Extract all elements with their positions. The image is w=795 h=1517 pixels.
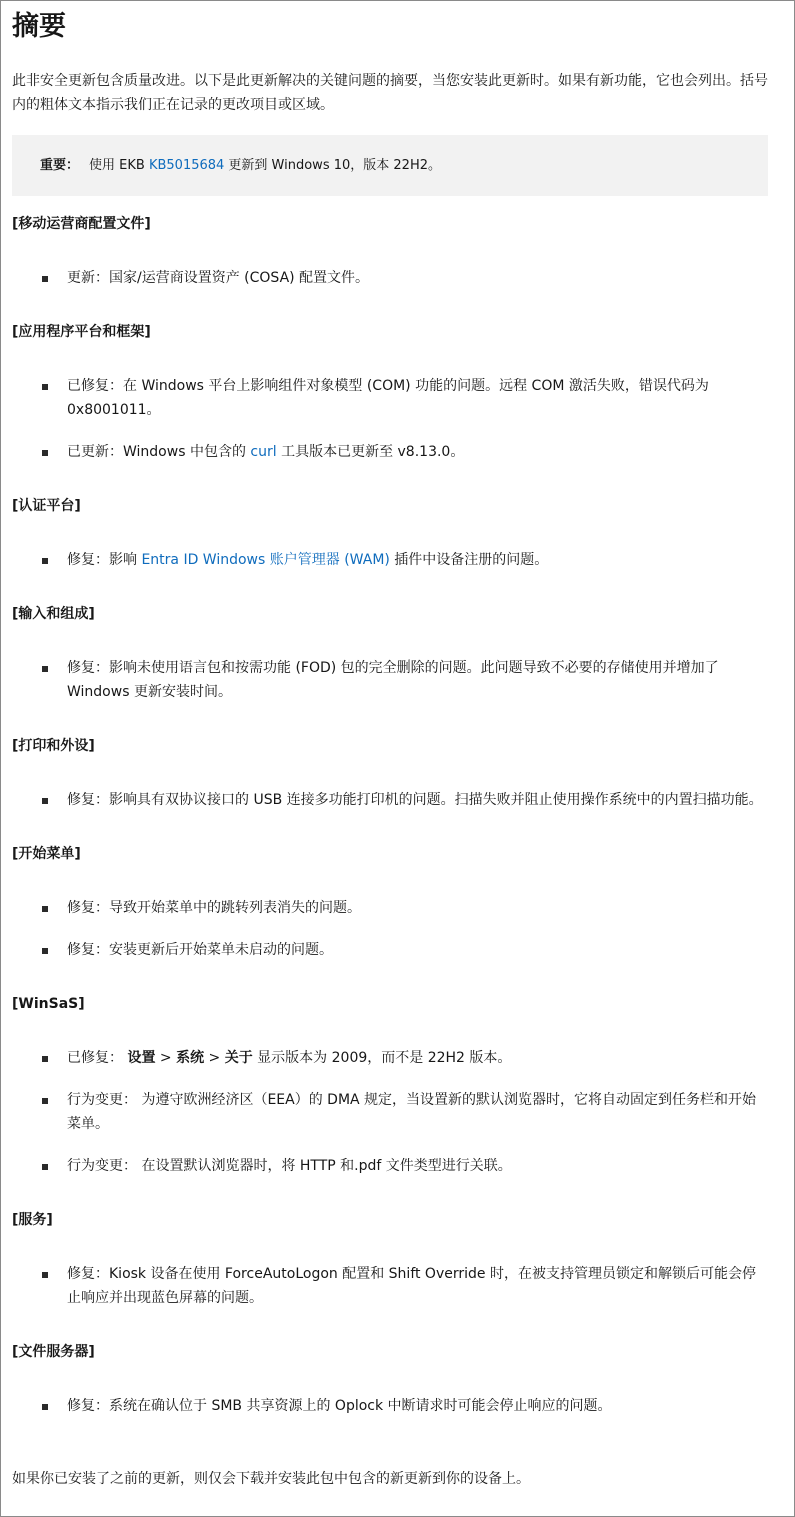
bullet-icon xyxy=(42,906,48,912)
list-item: 修复：安装更新后开始菜单未启动的问题。 xyxy=(12,938,767,962)
page-title: 摘要 xyxy=(12,11,66,42)
section-title: [认证平台] xyxy=(12,498,81,514)
list-item: 已修复： 设置 > 系统 > 关于 显示版本为 2009，而不是 22H2 版本。 xyxy=(12,1046,767,1070)
bullet-icon xyxy=(42,798,48,804)
wam-link[interactable]: Entra ID Windows 账户管理器 (WAM) xyxy=(141,552,390,568)
bullet-icon xyxy=(42,1404,48,1410)
section-servicing xyxy=(12,1208,783,1310)
section-file-server xyxy=(12,1340,783,1418)
section-start-menu xyxy=(12,842,783,962)
section-title: [WinSaS] xyxy=(12,996,85,1012)
section-printing xyxy=(12,734,783,812)
section-input xyxy=(12,602,783,704)
section-title: [打印和外设] xyxy=(12,738,95,754)
intro-paragraph: 此非安全更新包含质量改进。以下是此更新解决的关键问题的摘要，当您安装此更新时。如果有新功能，它也会列出。括号内的粗体文本指示我们正在记录的更改项目或区域。 xyxy=(12,73,768,113)
list-item: 修复：影响未使用语言包和按需功能 (FOD) 包的完全删除的问题。此问题导致不必要的存储使用并增加了 Windows 更新安装时间。 xyxy=(12,656,767,704)
section-title: [服务] xyxy=(12,1212,53,1228)
list-item: 修复：影响具有双协议接口的 USB 连接多功能打印机的问题。扫描失败并阻止使用操作系统中的内置扫描功能。 xyxy=(12,788,767,812)
bullet-icon xyxy=(42,1164,48,1170)
section-title: [应用程序平台和框架] xyxy=(12,324,151,340)
list-item: 修复：Kiosk 设备在使用 ForceAutoLogon 配置和 Shift Override 时，在被支持管理员锁定和解锁后可能会停止响应并出现蓝色屏幕的问题。 xyxy=(12,1262,767,1310)
list-item: 更新：国家/运营商设置资产 (COSA) 配置文件。 xyxy=(12,266,767,290)
closing-paragraph: 如果你已安装了之前的更新，则仅会下载并安装此包中包含的新更新到你的设备上。 xyxy=(12,1471,530,1487)
bullet-icon xyxy=(42,276,48,282)
list-item: 修复：导致开始菜单中的跳转列表消失的问题。 xyxy=(12,896,767,920)
bullet-icon xyxy=(42,384,48,390)
list-item: 修复：影响 Entra ID Windows 账户管理器 (WAM) 插件中设备注册的问题。 xyxy=(12,548,767,572)
section-winsas xyxy=(12,992,783,1178)
list-item: 行为变更： 在设置默认浏览器时，将 HTTP 和.pdf 文件类型进行关联。 xyxy=(12,1154,767,1178)
note-label: 重要： xyxy=(40,158,80,173)
section-app-platform xyxy=(12,320,783,464)
bullet-icon xyxy=(42,948,48,954)
bullet-icon xyxy=(42,450,48,456)
section-title: [输入和组成] xyxy=(12,606,95,622)
section-title: [文件服务器] xyxy=(12,1344,95,1360)
bullet-icon xyxy=(42,666,48,672)
bullet-icon xyxy=(42,1056,48,1062)
kb-link[interactable]: KB5015684 xyxy=(148,158,225,173)
curl-link[interactable]: curl xyxy=(250,444,277,460)
section-auth-platform xyxy=(12,494,783,572)
bullet-icon xyxy=(42,1098,48,1104)
list-item: 修复：系统在确认位于 SMB 共享资源上的 Oplock 中断请求时可能会停止响应的问题。 xyxy=(12,1394,767,1418)
list-item: 已更新：Windows 中包含的 curl 工具版本已更新至 v8.13.0。 xyxy=(12,440,767,464)
note-text-after: 更新到 Windows 10，版本 22H2。 xyxy=(224,158,441,173)
bullet-icon xyxy=(42,1272,48,1278)
section-mobile-operator xyxy=(12,212,783,290)
list-item: 已修复：在 Windows 平台上影响组件对象模型 (COM) 功能的问题。远程 COM 激活失败，错误代码为 0x8001011。 xyxy=(12,374,767,422)
bullet-icon xyxy=(42,558,48,564)
section-title: [移动运营商配置文件] xyxy=(12,216,151,232)
important-note xyxy=(12,135,768,196)
section-title: [开始菜单] xyxy=(12,846,81,862)
note-text-before: 使用 EKB xyxy=(89,158,149,173)
list-item: 行为变更： 为遵守欧洲经济区（EEA）的 DMA 规定，当设置新的默认浏览器时，它将自动固定到任务栏和开始菜单。 xyxy=(12,1088,767,1136)
